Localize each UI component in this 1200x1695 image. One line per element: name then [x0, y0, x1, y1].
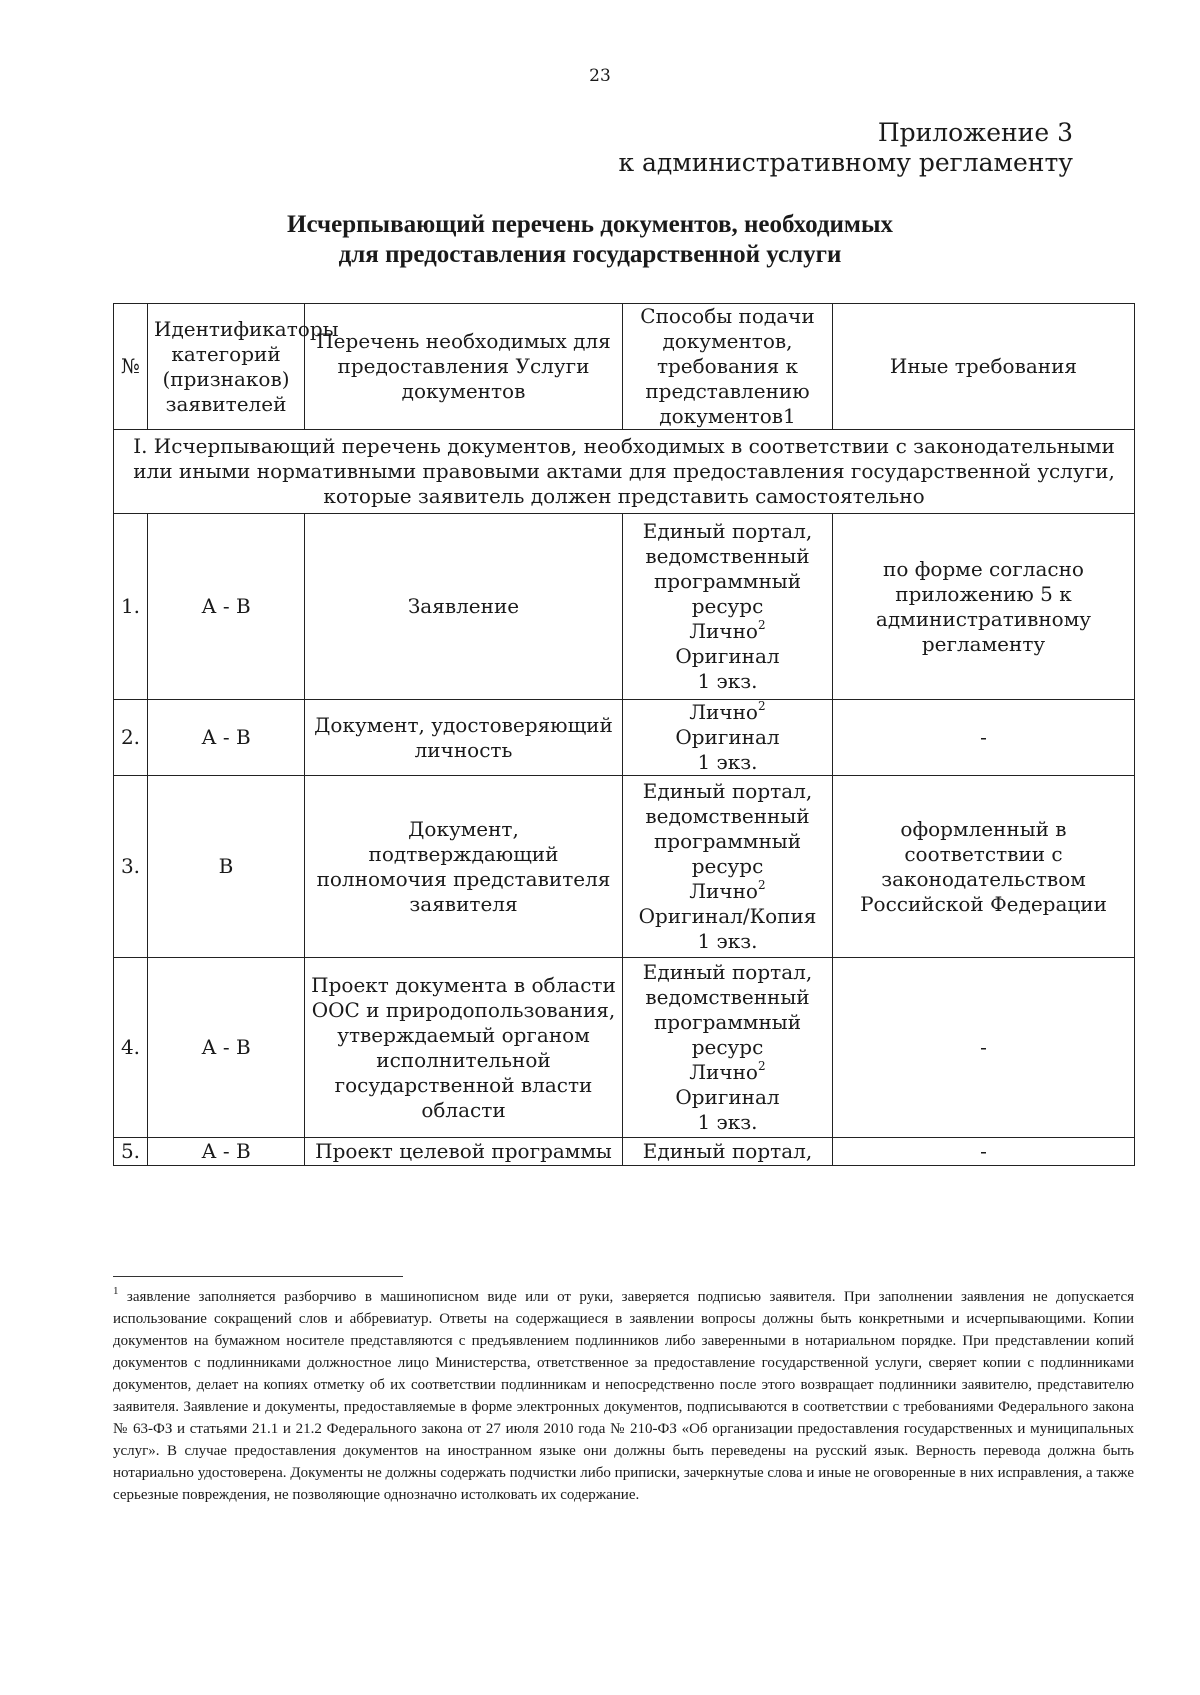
method-line-text: ведомственный: [645, 804, 810, 828]
row-categories: В: [148, 776, 305, 958]
row-categories: А - В: [148, 514, 305, 700]
method-line: [629, 1139, 826, 1164]
method-line-text: Оригинал/Копия: [638, 904, 817, 928]
method-line-text: программный: [653, 829, 802, 853]
row-categories: А - В: [148, 700, 305, 776]
method-line: [629, 960, 826, 985]
header-methods: Способы подачи документов, требования к представлению документов1: [623, 304, 833, 430]
method-line: [629, 854, 826, 879]
table-row: [114, 514, 1135, 700]
method-line: [629, 594, 826, 619]
method-line-text: ресурс: [691, 594, 764, 618]
method-line-text: Лично: [689, 1060, 758, 1084]
header-other: Иные требования: [833, 304, 1135, 430]
footnote-marker: 1: [113, 1285, 119, 1297]
row-document: Проект целевой программы: [305, 1138, 623, 1166]
header-identifiers: Идентификаторы категорий (признаков) заявителей: [148, 304, 305, 430]
documents-table: [113, 303, 1135, 1166]
title-line-1: Исчерпывающий перечень документов, необходимых: [287, 211, 893, 238]
method-line: [629, 519, 826, 544]
method-line-text: 1 экз.: [697, 929, 758, 953]
appendix-line-2: к административному регламенту: [618, 148, 1073, 177]
method-line: [629, 1085, 826, 1110]
document-title: [150, 210, 1030, 270]
method-line-text: Лично: [689, 619, 758, 643]
footnote-ref: 2: [757, 699, 766, 713]
footnote-text: заявление заполняется разборчиво в машинописном виде или от руки, заверяется подписью заявителя. При заполнении заявления не допускается использование сокращений слов и аббревиатур. Ответы на содержащиеся в заявлении вопросы должны быть конкретными и исчерпывающими. Копии документов на бумажном носителе представляются с предъявлением подлинников либо заверенными в нотариальном порядке. При представлении копий документов с подлинниками должностное лицо Министерства, ответственное за предоставление государственной услуги, сверяет копии с подлинниками документов, делает на копиях отметку об их соответствии подлинникам и непосредственно после этого возвращает подлинники заявителю, представителю заявителя. Заявление и документы, предоставляемые в форме электронных документов, подписываются в соответствии с требованиями Федерального закона № 63-ФЗ и статьями 21.1 и 21.2 Федерального закона от 27 июля 2010 года № 210-ФЗ «Об организации предоставления государственных и муниципальных услуг». В случае предоставления документов на иностранном языке они должны быть переведены на русский язык. Верность перевода должна быть нотариально удостоверена. Документы не должны содержать подчистки либо приписки, зачеркнутые слова и иные не оговоренные в них исправления, а также серьезные повреждения, не позволяющие однозначно истолковать их содержание.: [113, 1289, 1135, 1503]
row-number: 3.: [114, 776, 148, 958]
method-line: [629, 1035, 826, 1060]
row-number: 1.: [114, 514, 148, 700]
row-methods: [623, 514, 833, 700]
title-line-2: для предоставления государственной услуги: [338, 241, 842, 268]
table-header-row: [114, 304, 1135, 430]
method-line: [629, 1010, 826, 1035]
method-line: [629, 544, 826, 569]
method-line-text: ресурс: [691, 854, 764, 878]
method-line: [629, 750, 826, 775]
method-line-text: Оригинал: [675, 1085, 780, 1109]
method-line: [629, 929, 826, 954]
table-row: [114, 776, 1135, 958]
method-line: [629, 804, 826, 829]
method-line: [629, 829, 826, 854]
method-line: [629, 700, 826, 725]
row-other-requirements: -: [833, 958, 1135, 1138]
row-methods: [623, 700, 833, 776]
appendix-note: [618, 118, 1073, 178]
method-line-text: ведомственный: [645, 985, 810, 1009]
row-categories: А - В: [148, 958, 305, 1138]
method-line: [629, 1060, 826, 1085]
row-number: 2.: [114, 700, 148, 776]
method-line-text: 1 экз.: [697, 750, 758, 774]
row-document: Документ, удостоверяющий личность: [305, 700, 623, 776]
method-line-text: Единый портал,: [642, 519, 813, 543]
table-row: [114, 1138, 1135, 1166]
method-line: [629, 619, 826, 644]
row-document: Документ, подтверждающий полномочия представителя заявителя: [305, 776, 623, 958]
method-line-text: Единый портал,: [642, 779, 813, 803]
row-document: Проект документа в области ООС и природопользования, утверждаемый органом исполнительной государственной власти области: [305, 958, 623, 1138]
method-line-text: Лично: [689, 700, 758, 724]
method-line-text: программный: [653, 569, 802, 593]
row-number: 5.: [114, 1138, 148, 1166]
method-line: [629, 904, 826, 929]
row-other-requirements: -: [833, 700, 1135, 776]
header-documents: Перечень необходимых для предоставления Услуги документов: [305, 304, 623, 430]
method-line-text: программный: [653, 1010, 802, 1034]
method-line-text: Оригинал: [675, 725, 780, 749]
row-document: Заявление: [305, 514, 623, 700]
header-num: №: [114, 304, 148, 430]
method-line: [629, 569, 826, 594]
page-number: 23: [589, 66, 611, 86]
method-line: [629, 669, 826, 694]
method-line: [629, 879, 826, 904]
footnote-ref: 2: [757, 1059, 766, 1073]
row-other-requirements: -: [833, 1138, 1135, 1166]
method-line-text: Единый портал,: [642, 1139, 813, 1163]
row-methods: [623, 776, 833, 958]
appendix-line-1: Приложение 3: [877, 118, 1073, 147]
method-line-text: Лично: [689, 879, 758, 903]
method-line-text: 1 экз.: [697, 669, 758, 693]
section-heading: I. Исчерпывающий перечень документов, необходимых в соответствии с законодательными или иными нормативными правовыми актами для предоставления государственной услуги, которые заявитель должен представить самостоятельно: [114, 430, 1135, 514]
row-other-requirements: по форме согласно приложению 5 к административному регламенту: [833, 514, 1135, 700]
method-line: [629, 985, 826, 1010]
method-line-text: Единый портал,: [642, 960, 813, 984]
row-methods: [623, 1138, 833, 1166]
row-other-requirements: оформленный в соответствии с законодательством Российской Федерации: [833, 776, 1135, 958]
method-line: [629, 779, 826, 804]
footnote: [113, 1286, 1134, 1506]
method-line-text: Оригинал: [675, 644, 780, 668]
method-line: [629, 644, 826, 669]
method-line-text: 1 экз.: [697, 1110, 758, 1134]
method-line-text: ресурс: [691, 1035, 764, 1059]
method-line: [629, 1110, 826, 1135]
row-number: 4.: [114, 958, 148, 1138]
method-line-text: ведомственный: [645, 544, 810, 568]
table-row: [114, 700, 1135, 776]
method-line: [629, 725, 826, 750]
row-methods: [623, 958, 833, 1138]
table-row: [114, 958, 1135, 1138]
section-row: [114, 430, 1135, 514]
row-categories: А - В: [148, 1138, 305, 1166]
footnote-separator: [113, 1276, 403, 1277]
footnote-ref: 2: [757, 618, 766, 632]
footnote-ref: 2: [757, 878, 766, 892]
